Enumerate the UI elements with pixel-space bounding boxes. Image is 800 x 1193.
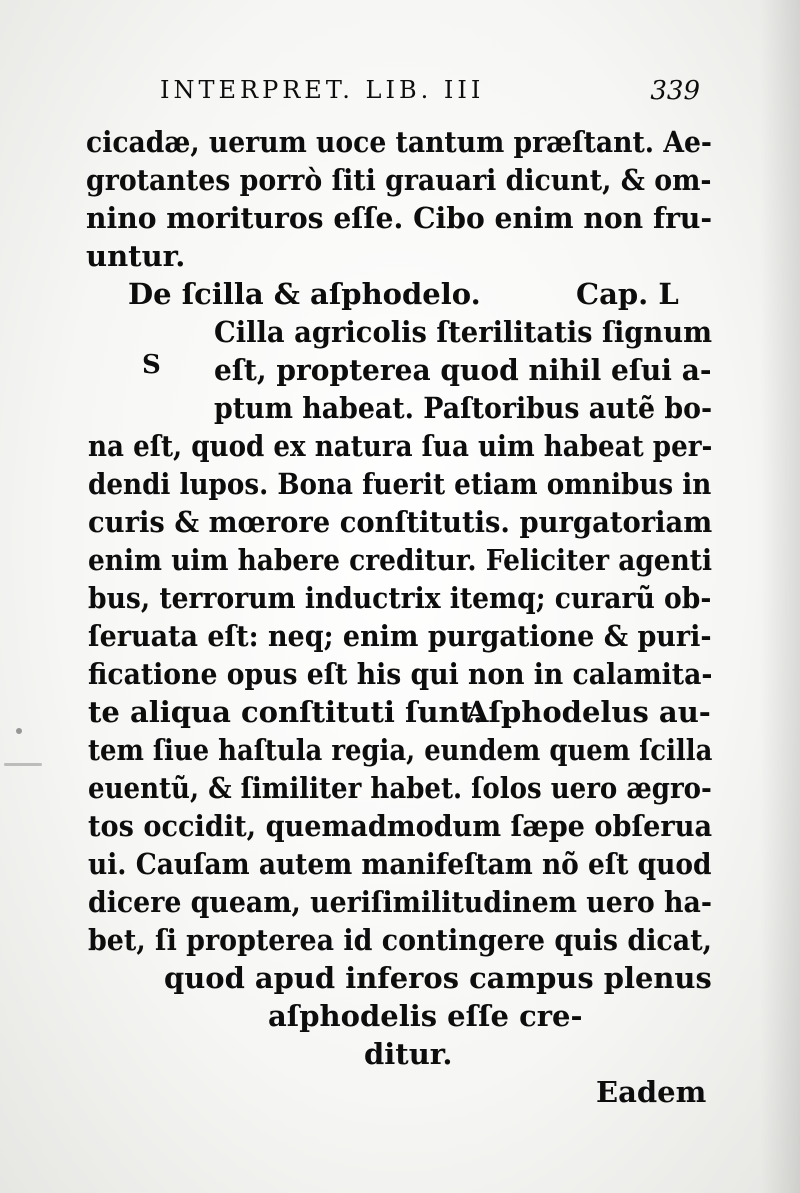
ink-speck xyxy=(16,728,22,734)
text-line-17: euentũ, & ſimiliter habet. ſolos uero ægro- xyxy=(88,771,712,805)
text-line-18: tos occidit, quemadmodum ſæpe obſerua xyxy=(88,809,713,843)
text-line-7: ptum habeat. Paſtoribus autẽ bo- xyxy=(214,391,713,425)
text-line-23: aſphodelis eſſe cre- xyxy=(268,999,583,1033)
text-line-10: curis & mœrore conſtitutis. purgatoriam xyxy=(88,505,713,539)
catchword: Eadem xyxy=(596,1075,707,1109)
page-edge-shadow xyxy=(760,0,800,1193)
text-line-20: dicere queam, ueriſimilitudinem uero ha- xyxy=(88,885,712,919)
text-line-13: ſeruata eſt: neq; enim purgatione & puri- xyxy=(88,619,712,653)
text-line-5: Cilla agricolis ſterilitatis ſignum xyxy=(214,315,713,349)
paper-mark xyxy=(4,763,42,766)
text-line-24: ditur. xyxy=(364,1037,453,1071)
text-line-14: ficatione opus eſt his qui non in calamita- xyxy=(88,657,713,691)
text-line-8: na eſt, quod ex natura ſua uim habeat per- xyxy=(88,429,713,463)
text-line-9: dendi lupos. Bona fuerit etiam omnibus in xyxy=(88,467,712,501)
text-line-2: grotantes porrò ſiti grauari dicunt, & om- xyxy=(86,163,712,197)
text-line-4: untur. xyxy=(86,239,186,273)
page-number: 339 xyxy=(650,76,700,106)
text-line-16: tem ſiue haſtula regia, eundem quem ſcilla xyxy=(88,733,713,767)
text-line-15b: Aſphodelus au- xyxy=(466,695,711,729)
text-line-15a: te aliqua conſtituti ſunt. xyxy=(88,695,484,729)
text-line-11: enim uim habere creditur. Feliciter agenti xyxy=(88,543,713,577)
drop-capital: S xyxy=(142,350,161,380)
text-line-6: eſt, propterea quod nihil eſui a- xyxy=(214,353,712,387)
page-header xyxy=(160,72,700,108)
text-line-12: bus, terrorum inductrix itemq; curarũ ob- xyxy=(88,581,712,615)
chapter-number: Cap. L xyxy=(576,277,679,311)
text-line-19: ui. Cauſam autem manifeſtam nõ eſt quod xyxy=(88,847,712,881)
chapter-title: De ſcilla & aſphodelo. xyxy=(128,277,481,311)
text-line-1: cicadæ, uerum uoce tantum præſtant. Ae- xyxy=(86,125,712,159)
text-line-3: nino morituros eſſe. Cibo enim non fru- xyxy=(86,201,713,235)
text-line-22: quod apud inferos campus plenus xyxy=(164,961,712,995)
running-title: INTERPRET. LIB. III xyxy=(160,76,485,104)
text-line-21: bet, ſi propterea id contingere quis dicat, xyxy=(88,923,712,957)
